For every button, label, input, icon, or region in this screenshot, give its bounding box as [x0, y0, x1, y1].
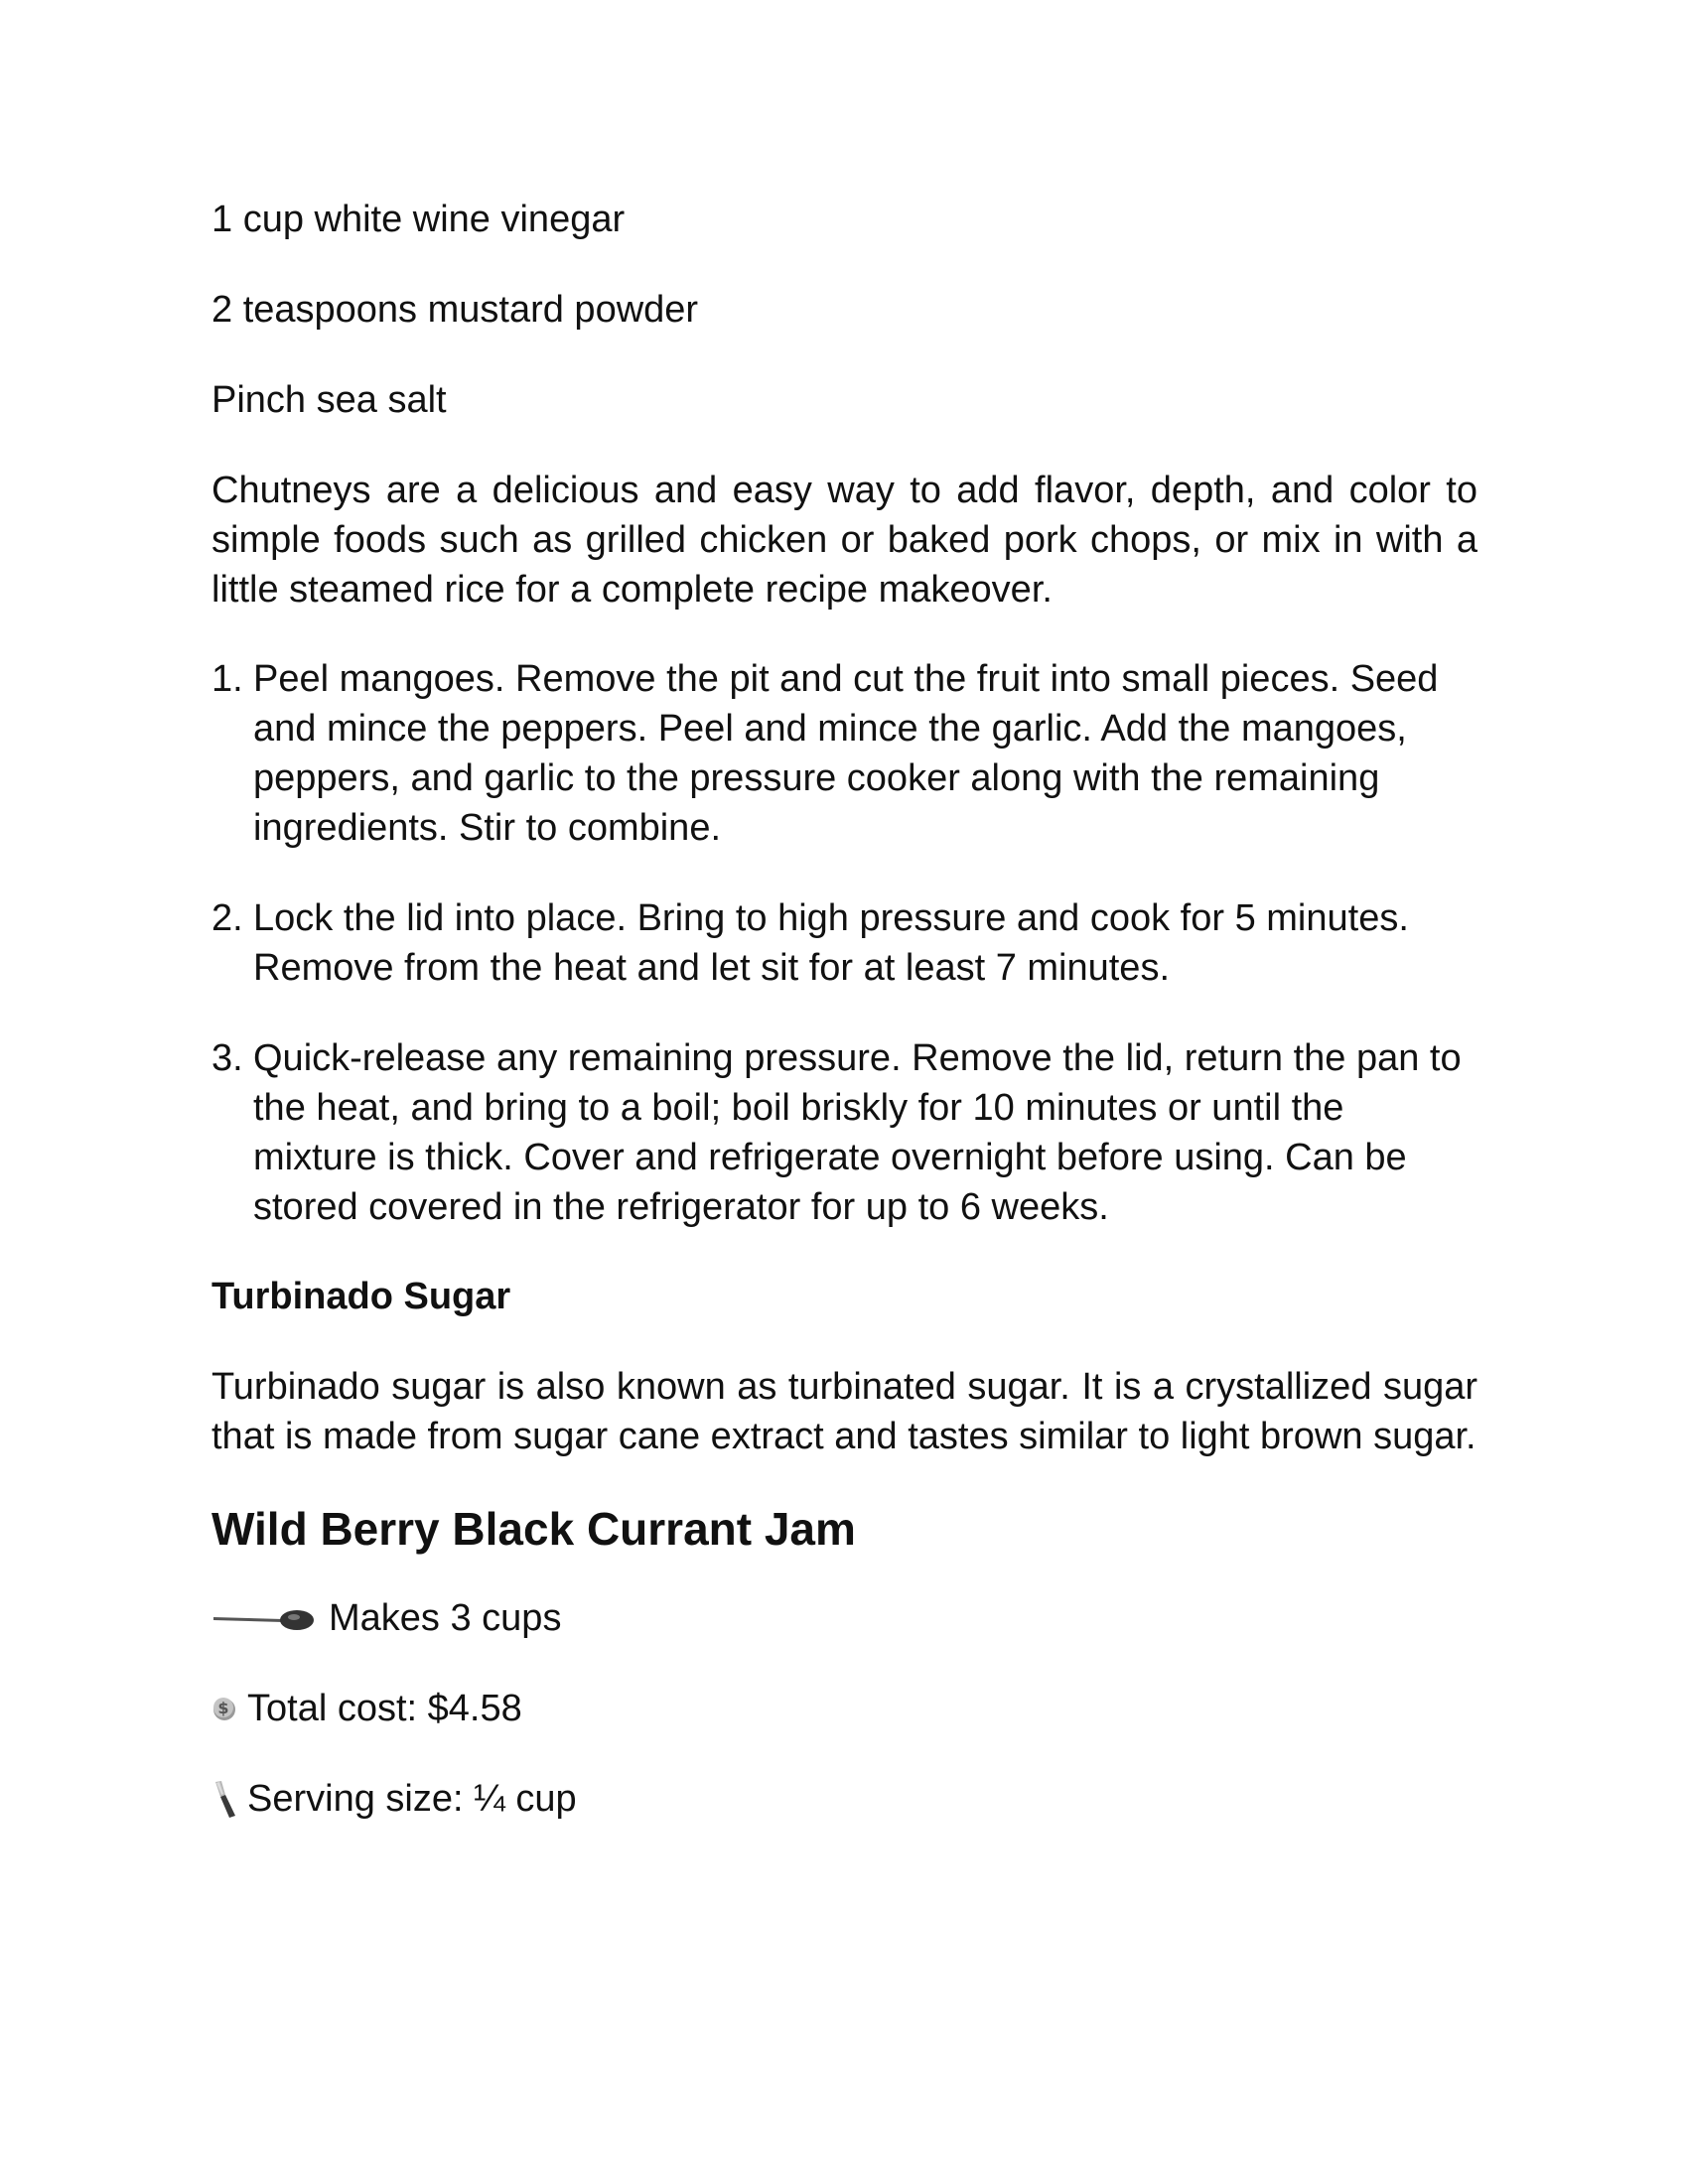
yield-text: Makes 3 cups	[329, 1597, 562, 1639]
step-number: 3.	[211, 1037, 243, 1079]
instruction-step	[211, 1033, 1477, 1232]
sidebar-heading: Turbinado Sugar	[211, 1276, 511, 1317]
ingredient-line: 2 teaspoons mustard powder	[211, 289, 699, 331]
step-text: Peel mangoes. Remove the pit and cut the fruit into small pieces. Seed and mince the peppers. Peel and mince the garlic. Add the mangoes, peppers, and garlic to the pressure cooker along with the remaining ingredients. Stir to combine.	[253, 658, 1439, 849]
dollar-coin-icon	[211, 1694, 239, 1723]
spoon-icon	[211, 1603, 317, 1633]
recipe-yield	[211, 1593, 1477, 1643]
instruction-step	[211, 654, 1477, 853]
svg-text:$: $	[217, 1699, 229, 1717]
step-text: Lock the lid into place. Bring to high pressure and cook for 5 minutes. Remove from the heat and let sit for at least 7 minutes.	[253, 897, 1409, 989]
recipe-serving	[211, 1774, 1477, 1824]
recipe-cost	[211, 1684, 1477, 1733]
recipe-title: Wild Berry Black Currant Jam	[211, 1503, 856, 1555]
instruction-list	[211, 654, 1477, 1232]
step-text: Quick-release any remaining pressure. Remove the lid, return the pan to the heat, and bring to a boil; boil briskly for 10 minutes or until the mixture is thick. Cover and refrigerate overnight before using. Can be stored covered in the refrigerator for up to 6 weeks.	[253, 1037, 1462, 1228]
knife-icon	[211, 1779, 239, 1819]
cost-text: Total cost: $4.58	[247, 1688, 522, 1729]
step-number: 2.	[211, 897, 243, 939]
intro-paragraph: Chutneys are a delicious and easy way to add flavor, depth, and color to simple foods such as grilled chicken or baked pork chops, or mix in with a little steamed rice for a complete recipe makeover.	[211, 470, 1477, 611]
ingredient-line: Pinch sea salt	[211, 379, 447, 421]
document-page	[211, 195, 1477, 1864]
step-number: 1.	[211, 658, 243, 700]
instruction-step	[211, 893, 1477, 993]
sidebar-paragraph: Turbinado sugar is also known as turbinated sugar. It is a crystallized sugar that is made from sugar cane extract and tastes similar to light brown sugar.	[211, 1366, 1477, 1457]
serving-text: Serving size: ¼ cup	[247, 1778, 577, 1820]
ingredient-line: 1 cup white wine vinegar	[211, 199, 626, 240]
